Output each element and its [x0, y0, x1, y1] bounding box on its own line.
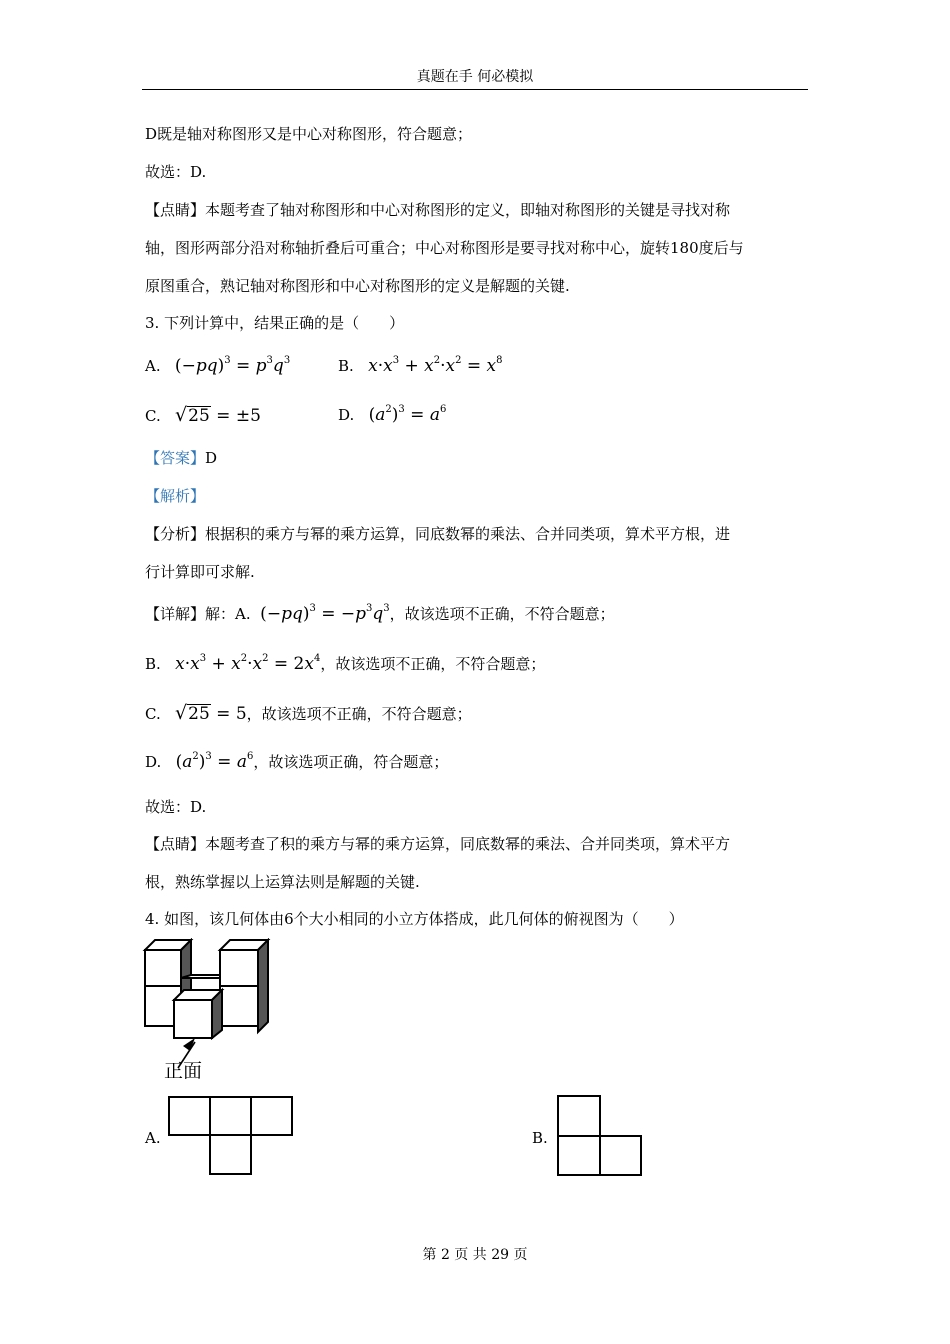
q3-detail-b: B. $x\cdot x^3 + x^2\cdot x^2 = 2x^4$，故该选项不正确，不符合题意；	[145, 653, 546, 674]
q3-option-b[interactable]: B. $x\cdot x^3 + x^2\cdot x^2 = x^8$	[338, 355, 503, 376]
q3-answer: 【答案】D	[145, 449, 218, 467]
q3-tip-line-1: 【点睛】本题考查了积的乘方与幂的乘方运算，同底数幂的乘法、合并同类项，算术平方	[145, 835, 731, 853]
q3-detail-a: 【详解】解：A. $(-pq)^3 = -p^3q^3$，故该选项不正确，不符合题意；	[145, 603, 615, 624]
q3-fenxi-line-2: 行计算即可求解.	[145, 563, 255, 581]
q4-cube-figure	[140, 938, 280, 1088]
q2-tip-line-1: 【点睛】本题考查了轴对称图形和中心对称图形的定义，即轴对称图形的关键是寻找对称	[145, 201, 731, 219]
q2-tip-line-2: 轴，图形两部分沿对称轴折叠后可重合；中心对称图形是要寻找对称中心，旋转180度后与	[145, 239, 744, 257]
q2-tip-line-3: 原图重合，熟记轴对称图形和中心对称图形的定义是解题的关键.	[145, 277, 570, 295]
q3-option-a[interactable]: A. $(-pq)^3 = p^3q^3$	[145, 355, 291, 376]
q3-analysis-tag: 【解析】	[145, 487, 206, 505]
q3-detail-c: C. √25 = 5，故该选项不正确，不符合题意；	[145, 702, 472, 724]
q3-option-d[interactable]: D. $(a^2)^3 = a^6$	[338, 404, 447, 425]
q4-option-a-label[interactable]: A.	[145, 1129, 161, 1147]
q3-choose: 故选：D.	[145, 798, 207, 816]
page-footer: 第 2 页 共 29 页	[422, 1247, 528, 1263]
answer-tag: 【答案】	[145, 449, 206, 467]
q3-option-c[interactable]: C. √25 = ±5	[145, 404, 261, 426]
q4-option-b-figure[interactable]	[556, 1094, 644, 1178]
page-header: 真题在手 何必模拟	[416, 69, 534, 85]
q4-stem: 4. 如图，该几何体由6个大小相同的小立方体搭成，此几何体的俯视图为（ ）	[145, 910, 684, 928]
q2-d-line: D既是轴对称图形又是中心对称图形，符合题意；	[145, 125, 473, 143]
q3-stem: 3. 下列计算中，结果正确的是（ ）	[145, 314, 405, 332]
q3-detail-d: D. $(a^2)^3 = a^6$，故该选项正确，符合题意；	[145, 751, 449, 772]
q3-tip-line-2: 根，熟练掌握以上运算法则是解题的关键.	[145, 873, 420, 891]
header-divider	[142, 89, 808, 90]
q3-fenxi-line-1: 【分析】根据积的乘方与幂的乘方运算，同底数幂的乘法、合并同类项，算术平方根，进	[145, 525, 731, 543]
q2-choose: 故选：D.	[145, 163, 207, 181]
q4-option-a-figure[interactable]	[167, 1095, 295, 1177]
q2-tip-tag: 【点睛】	[145, 201, 206, 219]
q4-option-b-label[interactable]: B.	[532, 1129, 548, 1147]
q4-front-label: 正面	[164, 1060, 203, 1082]
